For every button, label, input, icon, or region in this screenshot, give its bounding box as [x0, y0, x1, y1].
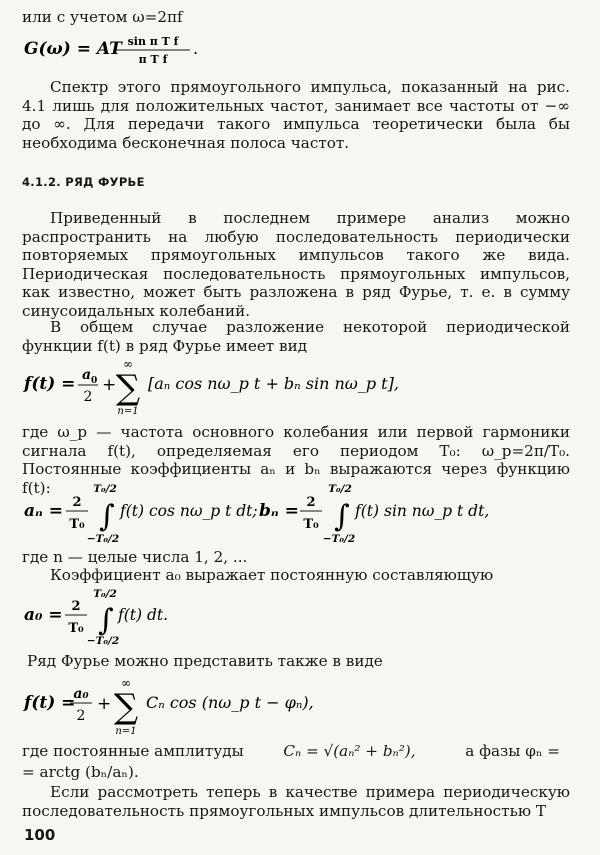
svg-text:T₀/2: T₀/2: [93, 483, 117, 495]
svg-text:2: 2: [76, 708, 86, 724]
paragraph-consider: Если рассмотреть теперь в качестве примера периодическую последовательность прямоугольных импульсов длительностью T: [22, 783, 570, 820]
svg-text:n=1: n=1: [117, 406, 139, 417]
svg-text:n=1: n=1: [115, 726, 137, 737]
paragraph-general-case: В общем случае разложение некоторой периодической функции f(t) в ряд Фурье имеет вид: [22, 318, 570, 355]
svg-text:∫: ∫: [99, 499, 115, 534]
page-number: 100: [24, 826, 56, 844]
formula-spectrum-numerator: sin π T f: [127, 35, 179, 48]
paragraph-spectrum: Спектр этого прямоугольного импульса, показанный на рис. 4.1 лишь для положительных частот, занимает все частоты от −∞ до ∞. Для передачи такого импульса теоретически была бы необходима бесконечная полоса частот.: [22, 78, 570, 152]
svg-text:−T₀/2: −T₀/2: [86, 533, 120, 545]
formula-fourier-series: [0, 356, 600, 418]
svg-text:a₀: a₀: [73, 686, 89, 702]
svg-text:bₙ =: bₙ =: [259, 501, 299, 521]
formula-spectrum-denominator: π T f: [138, 53, 168, 66]
svg-text:+: +: [102, 375, 117, 395]
svg-text:+: +: [97, 694, 112, 714]
formula-a0: [0, 586, 600, 648]
formula-spectrum: [0, 32, 600, 68]
svg-text:−T₀/2: −T₀/2: [86, 635, 120, 647]
svg-text:∑: ∑: [115, 368, 141, 408]
svg-text:2: 2: [306, 495, 316, 510]
formula-spectrum-lhs: G(ω) = AT: [24, 39, 122, 59]
svg-text:T₀: T₀: [303, 517, 319, 532]
svg-text:f(t) =: f(t) =: [24, 693, 76, 713]
svg-text:T₀/2: T₀/2: [93, 588, 117, 600]
svg-text:Cₙ cos (nω_p t − φₙ),: Cₙ cos (nω_p t − φₙ),: [146, 693, 314, 712]
svg-text:∞: ∞: [123, 357, 133, 371]
svg-text:∑: ∑: [113, 687, 139, 727]
svg-text:.: .: [193, 39, 199, 58]
svg-text:f(t) sin nω_p t dt,: f(t) sin nω_p t dt,: [355, 502, 490, 520]
svg-text:∞: ∞: [121, 676, 131, 690]
paragraph-where-omega: где ω_p — частота основного колебания или первой гармоники сигнала f(t), определяемая его периодом T₀: ω_p=2π/T₀. Постоянные коэффициенты aₙ и bₙ выражаются через функцию f(t):: [22, 423, 570, 497]
svg-text:T₀/2: T₀/2: [328, 483, 352, 495]
svg-text:2: 2: [83, 389, 93, 405]
svg-text:T₀: T₀: [68, 621, 84, 636]
svg-text:2: 2: [71, 599, 81, 614]
svg-text:−T₀/2: −T₀/2: [322, 533, 356, 545]
section-heading: 4.1.2. РЯД ФУРЬЕ: [22, 175, 145, 189]
svg-text:aₙ =: aₙ =: [24, 501, 63, 521]
line-alternative-form: Ряд Фурье можно представить также в виде: [27, 652, 383, 670]
svg-text:T₀: T₀: [69, 517, 85, 532]
svg-text:∫: ∫: [334, 499, 350, 534]
intro-line: или с учетом ω=2πf: [22, 8, 183, 26]
svg-text:0: 0: [91, 376, 98, 386]
formula-coefficients: [0, 478, 600, 548]
svg-text:f(t) cos nω_p t dt;: f(t) cos nω_p t dt;: [120, 502, 258, 520]
paragraph-analysis: Приведенный в последнем примере анализ можно распространить на любую последовательность периодически повторяемых прямоугольных импульсов такого же вида. Периодическая последовательность прямоугольных импульсов, как известно, может быть разложена в ряд Фурье, т. е. в сумму синусоидальных колебаний.: [22, 209, 570, 320]
svg-text:f(t) =: f(t) =: [24, 374, 76, 394]
formula-amplitude-phase: [0, 674, 600, 738]
svg-text:a: a: [82, 367, 92, 383]
svg-text:2: 2: [72, 495, 82, 510]
line-coefficient-a0: Коэффициент a₀ выражает постоянную составляющую: [50, 566, 494, 584]
line-integers: где n — целые числа 1, 2, ...: [22, 548, 248, 566]
svg-text:∫: ∫: [98, 603, 114, 638]
line-phase: = arctg (bₙ/aₙ).: [22, 763, 139, 781]
svg-text:f(t) dt.: f(t) dt.: [118, 606, 169, 624]
svg-text:a₀ =: a₀ =: [24, 605, 63, 625]
line-amplitudes: где постоянные амплитуды Cₙ = √(aₙ² + bₙ²), а фазы φₙ =: [22, 742, 560, 760]
svg-text:[aₙ cos nω_p t + bₙ sin nω_p t: [aₙ cos nω_p t + bₙ sin nω_p t],: [148, 374, 399, 393]
amplitude-formula: Cₙ = √(aₙ² + bₙ²),: [283, 742, 416, 760]
